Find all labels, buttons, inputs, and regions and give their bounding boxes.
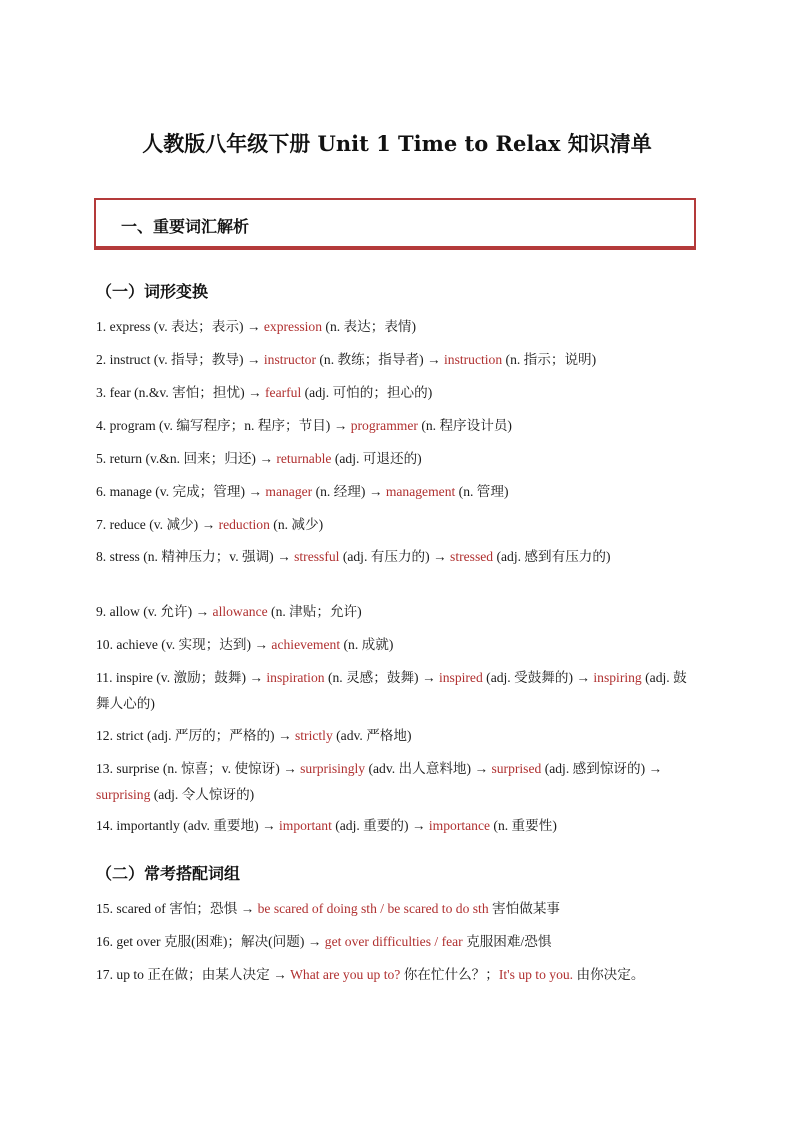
entry-text: (n. 经理) → [312,484,386,499]
entry-text: 害怕做某事 [488,901,561,916]
highlighted-term: surprising [96,787,151,802]
entry-text: 17. up to 正在做；由某人决定 → [96,967,291,982]
entry-text: 你在忙什么？； [400,967,499,982]
entry-text: 12. strict (adj. 严厉的；严格的) → [96,728,295,743]
entry-text: (adj. 重要的) → [331,818,429,833]
highlighted-term: instruction [444,352,503,367]
highlighted-term: stressful [294,549,340,564]
list-item [96,632,700,658]
list-item [96,665,700,717]
entry-text: 11. inspire (v. 激励；鼓舞) → [96,670,267,685]
highlighted-term: expression [263,319,323,334]
entry-text: 7. reduce (v. 减少) → [96,517,219,532]
entry-text: (adv. 严格地) [332,728,412,743]
highlighted-term: stressed [450,549,494,564]
entry-text: 14. importantly (adv. 重要地) → [96,818,279,833]
highlighted-term: programmer [350,418,418,433]
entry-text: (adj. 感到惊讶的) → [541,761,663,776]
list-item [96,413,700,439]
list-item [96,756,700,808]
entry-text: (n. 教练；指导者) → [316,352,444,367]
list-item [96,446,700,472]
list-item [96,962,700,988]
highlighted-term: It's up to you. [498,967,574,982]
entry-text: 3. fear (n.&v. 害怕；担忧) → [96,385,266,400]
highlighted-term: inspired [438,670,483,685]
highlighted-term: manager [265,484,313,499]
list-item [96,896,700,922]
list-item [96,723,700,749]
list-item [96,380,700,406]
list-item [96,512,700,538]
entry-text: (adj. 可怕的；担心的) [301,385,433,400]
entry-text: 4. program (v. 编写程序；n. 程序；节目) → [96,418,351,433]
list-item [96,347,700,373]
entry-text: (adj. 令人惊讶的) [150,787,255,802]
highlighted-term: be scared of doing sth / be scared to do sth [257,901,489,916]
highlighted-term: What are you up to? [290,967,401,982]
entry-text: 由你决定。 [573,967,645,982]
list-item [96,544,700,570]
entry-text: (n. 指示；说明) [502,352,597,367]
entry-text: (n. 成就) [340,637,394,652]
list-item [96,314,700,340]
entry-text: (n. 重要性) [490,818,557,833]
highlighted-term: fearful [265,385,302,400]
entry-text: 5. return (v.&n. 回来；归还) → [96,451,277,466]
list-item [96,929,700,955]
highlighted-term: strictly [294,728,333,743]
entry-text: (n. 程序设计员) [417,418,512,433]
entry-text: 克服困难/恐惧 [462,934,552,949]
section-header-box [94,198,696,250]
list-item [96,479,700,505]
highlighted-term: allowance [212,604,268,619]
highlighted-term: instructor [263,352,316,367]
entry-text: 16. get over 克服(困难)；解决(问题) → [96,934,325,949]
highlighted-term: management [385,484,456,499]
section-header-label: 一、重要词汇解析 [121,217,250,236]
entry-text: (adj. 感到有压力的) [493,549,611,564]
entry-text: (adj. 鼓舞人心的) [96,670,687,711]
entry-text: 13. surprise (n. 惊喜；v. 使惊讶) → [96,761,301,776]
entry-text: (n. 灵感；鼓舞) → [324,670,439,685]
highlighted-term: reduction [218,517,270,532]
entry-text: 6. manage (v. 完成；管理) → [96,484,266,499]
entry-text: (n. 津贴；允许) [267,604,362,619]
entry-text: (adj. 有压力的) → [339,549,451,564]
highlighted-term: achievement [271,637,341,652]
list-item [96,599,700,625]
entry-text: 2. instruct (v. 指导；教导) → [96,352,264,367]
highlighted-term: returnable [276,451,332,466]
entry-text: (adv. 出人意料地) → [365,761,492,776]
entry-text: (adj. 可退还的) [331,451,422,466]
page-title: 人教版八年级下册 Unit 1 Time to Relax 知识清单 [142,131,652,156]
entry-text: 10. achieve (v. 实现；达到) → [96,637,272,652]
entry-text: (n. 管理) [455,484,509,499]
highlighted-term: inspiring [593,670,642,685]
sub-heading-word-forms: （一）词形变换 [96,282,209,301]
highlighted-term: surprisingly [300,761,366,776]
highlighted-term: importance [428,818,491,833]
highlighted-term: inspiration [266,670,325,685]
entry-text: 9. allow (v. 允许) → [96,604,213,619]
entry-text: 8. stress (n. 精神压力；v. 强调) → [96,549,295,564]
entry-text: 1. express (v. 表达；表示) → [96,319,264,334]
entry-text: (n. 表达；表情) [322,319,417,334]
sub-heading-collocations: （二）常考搭配词组 [96,864,241,883]
list-item [96,813,700,839]
entry-text: (adj. 受鼓舞的) → [482,670,594,685]
highlighted-term: surprised [491,761,542,776]
entry-text: (n. 减少) [269,517,324,532]
highlighted-term: get over difficulties / fear [324,934,463,949]
highlighted-term: important [278,818,332,833]
entry-text: 15. scared of 害怕；恐惧 → [96,901,258,916]
